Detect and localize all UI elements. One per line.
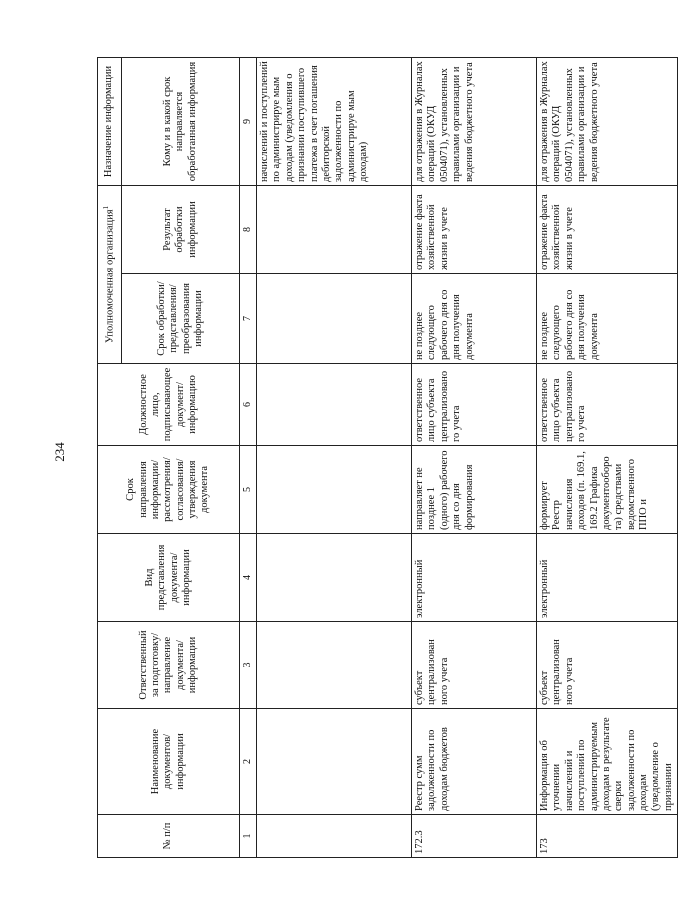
cell-processing-result: отражение факта хозяйственной жизни в учете <box>537 186 678 274</box>
header-col-processing-deadline: Срок обработки/ представления/ преобразования информации <box>122 274 240 364</box>
cell-document-name: Реестр сумм задолженности по доходам бюджетов <box>412 709 537 815</box>
header-col-recipient: Кому и в какой срок направляется обработанная информация <box>122 58 240 186</box>
cell-signing-official <box>257 364 412 446</box>
header-col-number: № п/п <box>98 815 240 858</box>
header-purpose: Назначение информации <box>98 58 122 186</box>
header-authorized-label: Уполномоченная организация <box>104 209 116 344</box>
cell-recipient: начислений и поступлений по администрируе мым доходам (уведомления о признании поступившего платежа в счет погашения дебиторской задолженности по администрируе мым доходам) <box>257 58 412 186</box>
table-row <box>537 58 678 858</box>
cell-processing-result <box>257 186 412 274</box>
cell-signing-official: ответственное лицо субъекта централизовано го учета <box>412 364 537 446</box>
cell-number <box>257 815 412 858</box>
table-row <box>412 58 537 858</box>
cell-document-name <box>257 709 412 815</box>
column-number-9: 9 <box>240 58 257 186</box>
column-number-7: 7 <box>240 274 257 364</box>
header-col-signing-official: Должностное лицо, подписывающее документ/ информацию <box>98 364 240 446</box>
cell-deadline: формирует Реестр начисления доходов (п. 169.1, 169.2 Графика документооборо та) средствами ведомственного ППО и <box>537 446 678 534</box>
header-col-responsible: Ответственный за подготовку/ направление документа/ информации <box>98 622 240 709</box>
cell-presentation-type <box>257 534 412 622</box>
cell-recipient: для отражения в Журналах операций (ОКУД 0504071), установленных правилами организации и ведения бюджетного учета <box>412 58 537 186</box>
column-number-6: 6 <box>240 364 257 446</box>
rotated-table-container <box>97 58 674 858</box>
cell-number: 173 <box>537 815 678 858</box>
header-authorized-organization <box>98 186 122 364</box>
cell-number: 172.3 <box>412 815 537 858</box>
header-col-processing-result: Результат обработки информации <box>122 186 240 274</box>
cell-processing-result: отражение факта хозяйственной жизни в учете <box>412 186 537 274</box>
cell-processing-deadline: не позднее следующего рабочего дня со дня получения документа <box>537 274 678 364</box>
column-number-5: 5 <box>240 446 257 534</box>
header-authorized-footnote: 1 <box>102 205 111 210</box>
cell-deadline: направляет не позднее 1 (одного) рабочего дня со дня формирования <box>412 446 537 534</box>
header-col-deadline: Срок направления информации/ рассмотрения/ согласования/ утверждения документа <box>98 446 240 534</box>
column-number-1: 1 <box>240 815 257 858</box>
column-number-2: 2 <box>240 709 257 815</box>
cell-deadline <box>257 446 412 534</box>
cell-presentation-type: электронный <box>412 534 537 622</box>
cell-document-name: Информация об уточнении начислений и поступлений по администрируемым доходам в результате сверки задолженности по доходам (уведомление о признании <box>537 709 678 815</box>
page-number: 234 <box>52 442 67 462</box>
header-col-document-name: Наименование документов/ информации <box>98 709 240 815</box>
column-number-8: 8 <box>240 186 257 274</box>
cell-responsible: субъект централизован ного учета <box>537 622 678 709</box>
table-row <box>257 58 412 858</box>
cell-responsible <box>257 622 412 709</box>
column-number-4: 4 <box>240 534 257 622</box>
cell-presentation-type: электронный <box>537 534 678 622</box>
column-number-3: 3 <box>240 622 257 709</box>
cell-processing-deadline: не позднее следующего рабочего дня со дня получения документа <box>412 274 537 364</box>
header-col-presentation-type: Вид представления документа/ информации <box>98 534 240 622</box>
document-schedule-table <box>97 57 678 858</box>
cell-processing-deadline <box>257 274 412 364</box>
cell-signing-official: ответственное лицо субъекта централизовано го учета <box>537 364 678 446</box>
cell-responsible: субъект централизован ного учета <box>412 622 537 709</box>
cell-recipient: для отражения в Журналах операций (ОКУД 0504071), установленных правилами организации и ведения бюджетного учета <box>537 58 678 186</box>
